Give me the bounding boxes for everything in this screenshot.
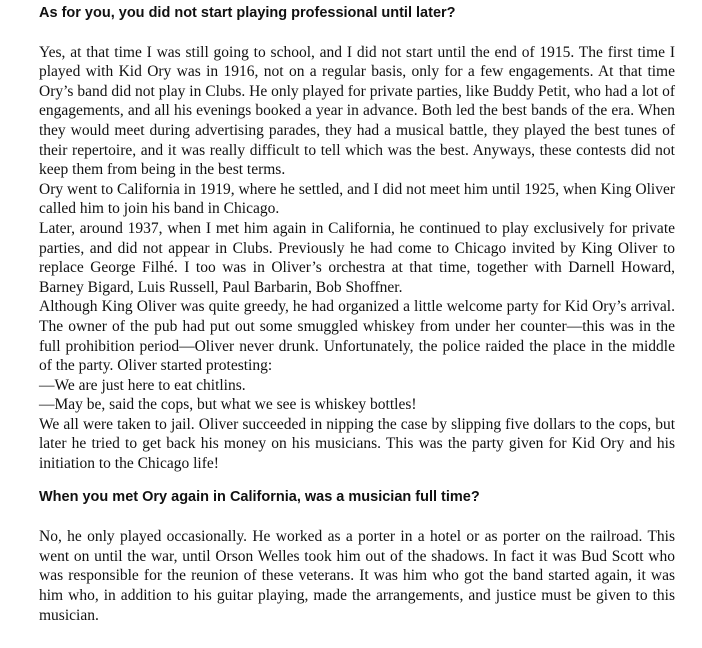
answer-paragraph: No, he only played occasionally. He worked as a porter in a hotel or as porter on the railroad. This went on until the war, until Orson Welles took him out of the shadows. In fact it was Bud Scott who was responsible for the reunion of these veterans. It was him who got the band started again, it was him who, in addition to his guitar playing, made the arrangements, and justice must be given to this musician. <box>39 528 675 624</box>
question-heading: When you met Ory again in California, was a musician full time? <box>39 488 480 505</box>
answer-paragraph: Ory went to California in 1919, where he settled, and I did not meet him until 1925, when King Oliver called him to join his band in Chicago. <box>39 180 675 218</box>
answer-paragraph: Later, around 1937, when I met him again in California, he continued to play exclusively for private parties, and did not appear in Clubs. Previously he had come to Chicago invited by King Oliver to replace George Filhé. I too was in Oliver’s orchestra at that time, together with Darnell Howard, Barney Bigard, Luis Russell, Paul Barbarin, Bob Shoffner. <box>39 219 675 296</box>
answer-paragraph: Although King Oliver was quite greedy, he had organized a little welcome party for Kid Ory’s arrival. The owner of the pub had put out some smuggled whiskey from under her counter—this was in the full prohibition period—Oliver never drunk. Unfortunately, the police raided the place in the middle of the party. Oliver started protesting: <box>39 298 675 375</box>
dialogue-line: —May be, said the cops, but what we see is whiskey bottles! <box>39 396 417 414</box>
answer-paragraph: Yes, at that time I was still going to school, and I did not start until the end of 1915. The first time I played with Kid Ory was in 1916, not on a regular basis, only for a few engagements. At that time Ory’s band did not play in Clubs. He only played for private parties, like Buddy Petit, who had a lot of engagements, and all his evenings booked a year in advance. Both led the best bands of the era. When they would meet during advertising parades, they had a musical battle, they played the best tunes of their repertoire, and it was really difficult to tell which was the best. Anyways, these contests did not keep them from being in the best terms. <box>39 43 675 179</box>
document-page <box>39 4 675 625</box>
question-heading: As for you, you did not start playing professional until later? <box>39 5 456 21</box>
answer-paragraph: We all were taken to jail. Oliver succeeded in nipping the case by slipping five dollars to the cops, but later he tried to get back his money on his musicians. This was the party given for Kid Ory and his initiation to the Chicago life! <box>39 415 675 473</box>
dialogue-line: —We are just here to eat chitlins. <box>39 376 246 394</box>
